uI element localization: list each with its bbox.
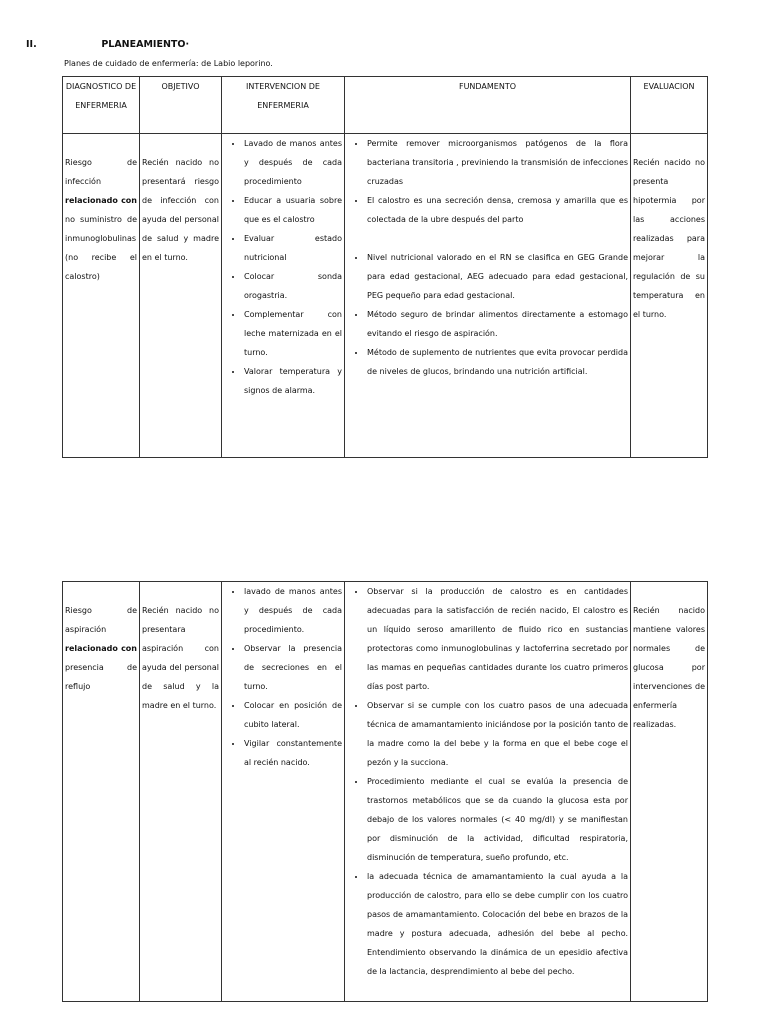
- objective-cell: Recién nacido no presentará riesgo de infección con ayuda del personal de salud y madre en el turno.: [140, 134, 222, 458]
- list-item: • Observar la presencia de secreciones en el turno.: [243, 639, 342, 696]
- intervention-list: [224, 582, 342, 772]
- list-item: • la adecuada técnica de amamantamiento la cual ayuda a la producción de calostro, para ello se debe cumplir con los cuatro pasos de amamantamiento. Colocación del bebe en brazos de la madre y postura adecuada, adhesión del bebe al pecho. Entendimiento observando la dinámica de un epesidio afectiva de la lactancia, desprendimiento al bebe del pecho.: [366, 867, 628, 981]
- rationale-cell: [345, 582, 631, 1002]
- column-header-objetivo: OBJETIVO: [140, 77, 222, 134]
- table-row: [63, 134, 708, 458]
- list-item: • Observar si se cumple con los cuatro pasos de una adecuada técnica de amamantamiento iniciándose por la posición tanto de la madre como la del bebe y la forma en que el bebe coge el pezón y la succiona.: [366, 696, 628, 772]
- list-item: • Procedimiento mediante el cual se evalúa la presencia de trastornos metabólicos que se da cuando la glucosa esta por debajo de los valores normales (< 40 mg/dl) y se manifiestan por disminución de la actividad, dificultad respiratoria, disminución de temperatura, sueño profundo, etc.: [366, 772, 628, 867]
- evaluation-cell: Recién nacido mantiene valores normales de glucosa por intervenciones de enfermería realizadas.: [631, 582, 708, 1002]
- list-item: • Evaluar estado nutricional: [243, 229, 342, 267]
- document-subtitle: Planes de cuidado de enfermería: de Labio leporino.: [64, 59, 273, 68]
- list-item: • Método de suplemento de nutrientes que evita provocar perdida de niveles de glucos, brindando una nutrición artificial.: [366, 343, 628, 381]
- rationale-cell: [345, 134, 631, 458]
- section-number: II.: [26, 39, 37, 50]
- rationale-list: [347, 582, 628, 981]
- list-item: • El calostro es una secreción densa, cremosa y amarilla que es colectada de la ubre después del parto: [366, 191, 628, 229]
- list-item: • Observar si la producción de calostro es en cantidades adecuadas para la satisfacción de recién nacido, El calostro es un líquido seroso amarillento de fluido rico en sustancias protectoras como inmunoglobulinas y lactoferrina secretado por las mamas en pequeñas cantidades durante los cuatro primeros días post parto.: [366, 582, 628, 696]
- section-heading: [26, 39, 189, 50]
- column-header-diagnostico: DIAGNOSTICO DE ENFERMERIA: [63, 77, 140, 134]
- list-item: • Valorar temperatura y signos de alarma.: [243, 362, 342, 400]
- care-plan-table-infection: [62, 76, 708, 458]
- column-header-intervencion: INTERVENCION DE ENFERMERIA: [222, 77, 345, 134]
- section-title: PLANEAMIENTO·: [101, 39, 190, 50]
- list-item: • Colocar sonda orogastria.: [243, 267, 342, 305]
- diagnosis-cell: Riesgo de aspiración relacionado con presencia de reflujo: [63, 582, 140, 1002]
- rationale-list: [347, 134, 628, 229]
- care-plan-table-aspiration: [62, 581, 708, 1002]
- list-item: • Educar a usuaria sobre que es el calostro: [243, 191, 342, 229]
- objective-cell: Recién nacido no presentara aspiración con ayuda del personal de salud y la madre en el turno.: [140, 582, 222, 1002]
- diagnosis-cell: Riesgo de infección relacionado con no suministro de inmunoglobulinas (no recibe el calostro): [63, 134, 140, 458]
- list-item: • lavado de manos antes y después de cada procedimiento.: [243, 582, 342, 639]
- intervention-list: [224, 134, 342, 400]
- header-row: [63, 77, 708, 134]
- evaluation-cell: Recién nacido no presenta hipotermia por las acciones realizadas para mejorar la regulación de su temperatura en el turno.: [631, 134, 708, 458]
- column-header-fundamento: FUNDAMENTO: [345, 77, 631, 134]
- intervention-cell: [222, 582, 345, 1002]
- intervention-cell: [222, 134, 345, 458]
- list-item: • Método seguro de brindar alimentos directamente a estomago evitando el riesgo de aspiración.: [366, 305, 628, 343]
- list-item: • Vigilar constantemente al recién nacido.: [243, 734, 342, 772]
- list-item: • Nivel nutricional valorado en el RN se clasifica en GEG Grande para edad gestacional, AEG adecuado para edad gestacional, PEG pequeño para edad gestacional.: [366, 248, 628, 305]
- list-item: • Complementar con leche maternizada en el turno.: [243, 305, 342, 362]
- list-item: • Permite remover microorganismos patógenos de la flora bacteriana transitoria , previniendo la transmisión de infecciones cruzadas: [366, 134, 628, 191]
- column-header-evaluacion: EVALUACION: [631, 77, 708, 134]
- list-item: • Lavado de manos antes y después de cada procedimiento: [243, 134, 342, 191]
- rationale-list-continued: [347, 248, 628, 381]
- list-item: • Colocar en posición de cubito lateral.: [243, 696, 342, 734]
- table-row: [63, 582, 708, 1002]
